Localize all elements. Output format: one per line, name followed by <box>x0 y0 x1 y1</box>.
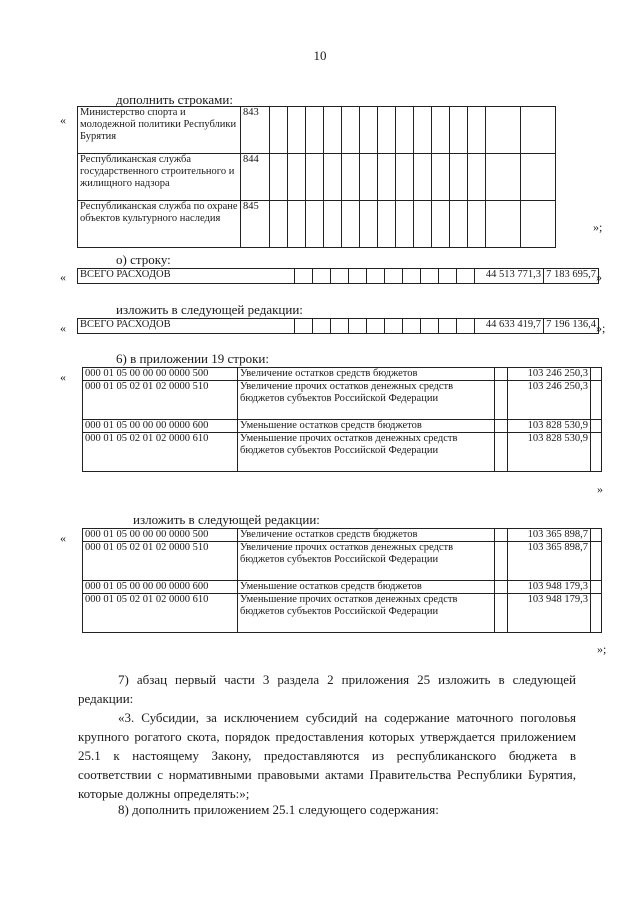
row-code: 000 01 05 00 00 00 0000 600 <box>83 420 238 433</box>
row-value: 103 246 250,3 <box>508 381 591 420</box>
row-code: 844 <box>241 154 270 201</box>
quoted-paragraph: «3. Субсидии, за исключением субсидий на содержание маточного поголовья крупного рогатого скота, порядок предоставления которых утверждается приложением 25.1 к настоящему Закону, предоставляются из республиканского бюджета в соответствии с нормативными правовыми актами Правительства Республики Бурятия, которые должны определять:»; <box>78 710 576 801</box>
row-name: Республиканская служба по охране объектов культурного наследия <box>78 201 241 248</box>
paragraph-7: 7) абзац первый части 3 раздела 2 приложения 25 изложить в следующей редакции: <box>78 672 576 706</box>
row-code: 000 01 05 02 01 02 0000 510 <box>83 381 238 420</box>
section-6-edit-label: изложить в следующей редакции: <box>133 512 320 527</box>
close-quote: »; <box>593 220 603 234</box>
table-row <box>83 529 602 542</box>
row-name: Уменьшение прочих остатков денежных средств бюджетов субъектов Российской Федерации <box>238 594 495 633</box>
row-value: 103 246 250,3 <box>508 368 591 381</box>
row-value: 103 828 530,9 <box>508 420 591 433</box>
table-row <box>83 594 602 633</box>
row-code: 000 01 05 00 00 00 0000 600 <box>83 581 238 594</box>
close-quote: » <box>597 482 603 496</box>
row-value: 103 365 898,7 <box>508 529 591 542</box>
table-row <box>78 154 556 201</box>
row-name: Министерство спорта и молодежной политики Республики Бурятия <box>78 107 241 154</box>
close-quote: »; <box>596 321 606 335</box>
table-row <box>78 319 599 334</box>
open-quote: « <box>60 113 66 127</box>
table-row <box>78 107 556 154</box>
row-name: Увеличение прочих остатков денежных средств бюджетов субъектов Российской Федерации <box>238 381 495 420</box>
table-row <box>83 581 602 594</box>
row-code: 000 01 05 02 01 02 0000 610 <box>83 433 238 472</box>
section-add-label: дополнить строками: <box>116 92 233 107</box>
total-value-1: 44 513 771,3 <box>475 269 544 284</box>
total-value-2: 7 196 136,4 <box>544 319 599 334</box>
row-code: 000 01 05 02 01 02 0000 610 <box>83 594 238 633</box>
ministry-rows-table <box>77 106 556 248</box>
row-code: 845 <box>241 201 270 248</box>
open-quote: « <box>60 321 66 335</box>
table-row <box>83 381 602 420</box>
total-row-edit-table <box>77 318 599 334</box>
table-row <box>83 368 602 381</box>
row-name: Уменьшение прочих остатков денежных средств бюджетов субъектов Российской Федерации <box>238 433 495 472</box>
close-quote: »; <box>597 642 607 656</box>
row-code: 000 01 05 00 00 00 0000 500 <box>83 529 238 542</box>
row-value: 103 365 898,7 <box>508 542 591 581</box>
total-value-1: 44 633 419,7 <box>475 319 544 334</box>
table-row <box>83 420 602 433</box>
budget-balance-table <box>82 367 602 472</box>
row-name: Республиканская служба государственного строительного и жилищного надзора <box>78 154 241 201</box>
row-value: 103 948 179,3 <box>508 594 591 633</box>
page-number: 10 <box>313 48 327 63</box>
open-quote: « <box>60 531 66 545</box>
table-row <box>78 269 599 284</box>
row-code: 000 01 05 00 00 00 0000 500 <box>83 368 238 381</box>
row-name: Уменьшение остатков средств бюджетов <box>238 581 495 594</box>
paragraph-8: 8) дополнить приложением 25.1 следующего содержания: <box>118 802 439 817</box>
section-6-label: 6) в приложении 19 строки: <box>116 351 269 366</box>
table-row <box>83 542 602 581</box>
row-name: Увеличение остатков средств бюджетов <box>238 529 495 542</box>
open-quote: « <box>60 370 66 384</box>
total-name: ВСЕГО РАСХОДОВ <box>78 319 295 334</box>
row-name: Уменьшение остатков средств бюджетов <box>238 420 495 433</box>
row-code: 843 <box>241 107 270 154</box>
row-name: Увеличение прочих остатков денежных средств бюджетов субъектов Российской Федерации <box>238 542 495 581</box>
section-edit-label: изложить в следующей редакции: <box>116 302 303 317</box>
row-name: Увеличение остатков средств бюджетов <box>238 368 495 381</box>
section-o-label: о) строку: <box>116 252 171 267</box>
row-value: 103 948 179,3 <box>508 581 591 594</box>
total-name: ВСЕГО РАСХОДОВ <box>78 269 295 284</box>
table-row <box>78 201 556 248</box>
total-row-table <box>77 268 599 284</box>
row-value: 103 828 530,9 <box>508 433 591 472</box>
table-row <box>83 433 602 472</box>
close-quote: » <box>596 270 602 284</box>
total-value-2: 7 183 695,7 <box>544 269 599 284</box>
open-quote: « <box>60 270 66 284</box>
budget-balance-edit-table <box>82 528 602 633</box>
row-code: 000 01 05 02 01 02 0000 510 <box>83 542 238 581</box>
